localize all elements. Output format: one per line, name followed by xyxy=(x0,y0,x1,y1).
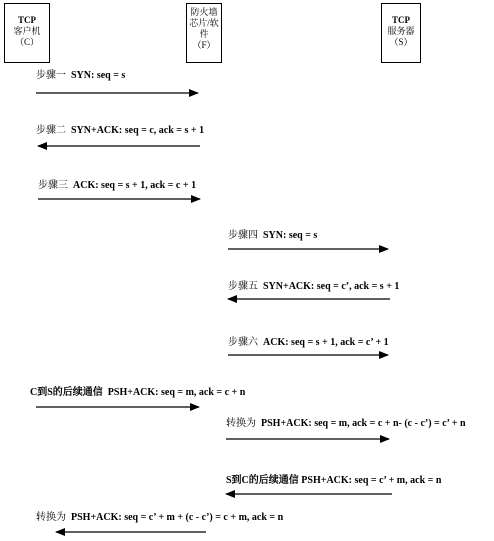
client-line2: 客户机 xyxy=(13,26,41,36)
step-9-label: S到C的后续通信 xyxy=(226,475,299,486)
step-4-label: 步骤四 xyxy=(228,230,258,241)
step-2-message: SYN+ACK: seq = c, ack = s + 1 xyxy=(71,125,205,136)
step-3-message: ACK: seq = s + 1, ack = c + 1 xyxy=(73,180,197,191)
step-10-message: PSH+ACK: seq = c’ + m + (c - c’) = c + m, ack = n xyxy=(71,512,284,523)
step-6-message: ACK: seq = s + 1, ack = c’ + 1 xyxy=(263,337,389,348)
client-line3: （C） xyxy=(14,37,39,47)
step-9-message: PSH+ACK: seq = c’ + m, ack = n xyxy=(301,475,442,486)
step-1-label: 步骤一 xyxy=(36,70,66,81)
server-line1: TCP xyxy=(392,15,410,25)
client-line1: TCP xyxy=(18,15,36,25)
firewall-line3: 件 xyxy=(199,29,209,39)
server-line3: （S） xyxy=(389,37,413,47)
step-3-label: 步骤三 xyxy=(38,180,68,191)
firewall-line1: 防火墙 xyxy=(190,7,218,17)
step-10-label: 转换为 xyxy=(36,512,66,523)
step-5-message: SYN+ACK: seq = c’, ack = s + 1 xyxy=(263,281,400,292)
step-7-label: C到S的后续通信 xyxy=(30,387,103,398)
step-8-label: 转换为 xyxy=(226,418,256,429)
step-8-message: PSH+ACK: seq = m, ack = c + n- (c - c’) = c’ + n xyxy=(261,418,466,429)
step-2-label: 步骤二 xyxy=(36,125,66,136)
step-6-label: 步骤六 xyxy=(228,337,258,348)
server-line2: 服务器 xyxy=(387,26,415,36)
firewall-line4: （F） xyxy=(192,40,216,50)
step-7-message: PSH+ACK: seq = m, ack = c + n xyxy=(107,387,246,398)
step-1-message: SYN: seq = s xyxy=(71,70,126,81)
step-5-label: 步骤五 xyxy=(228,281,258,292)
firewall-line2: 芯片/软 xyxy=(189,18,219,28)
step-4-message: SYN: seq = s xyxy=(263,230,318,241)
